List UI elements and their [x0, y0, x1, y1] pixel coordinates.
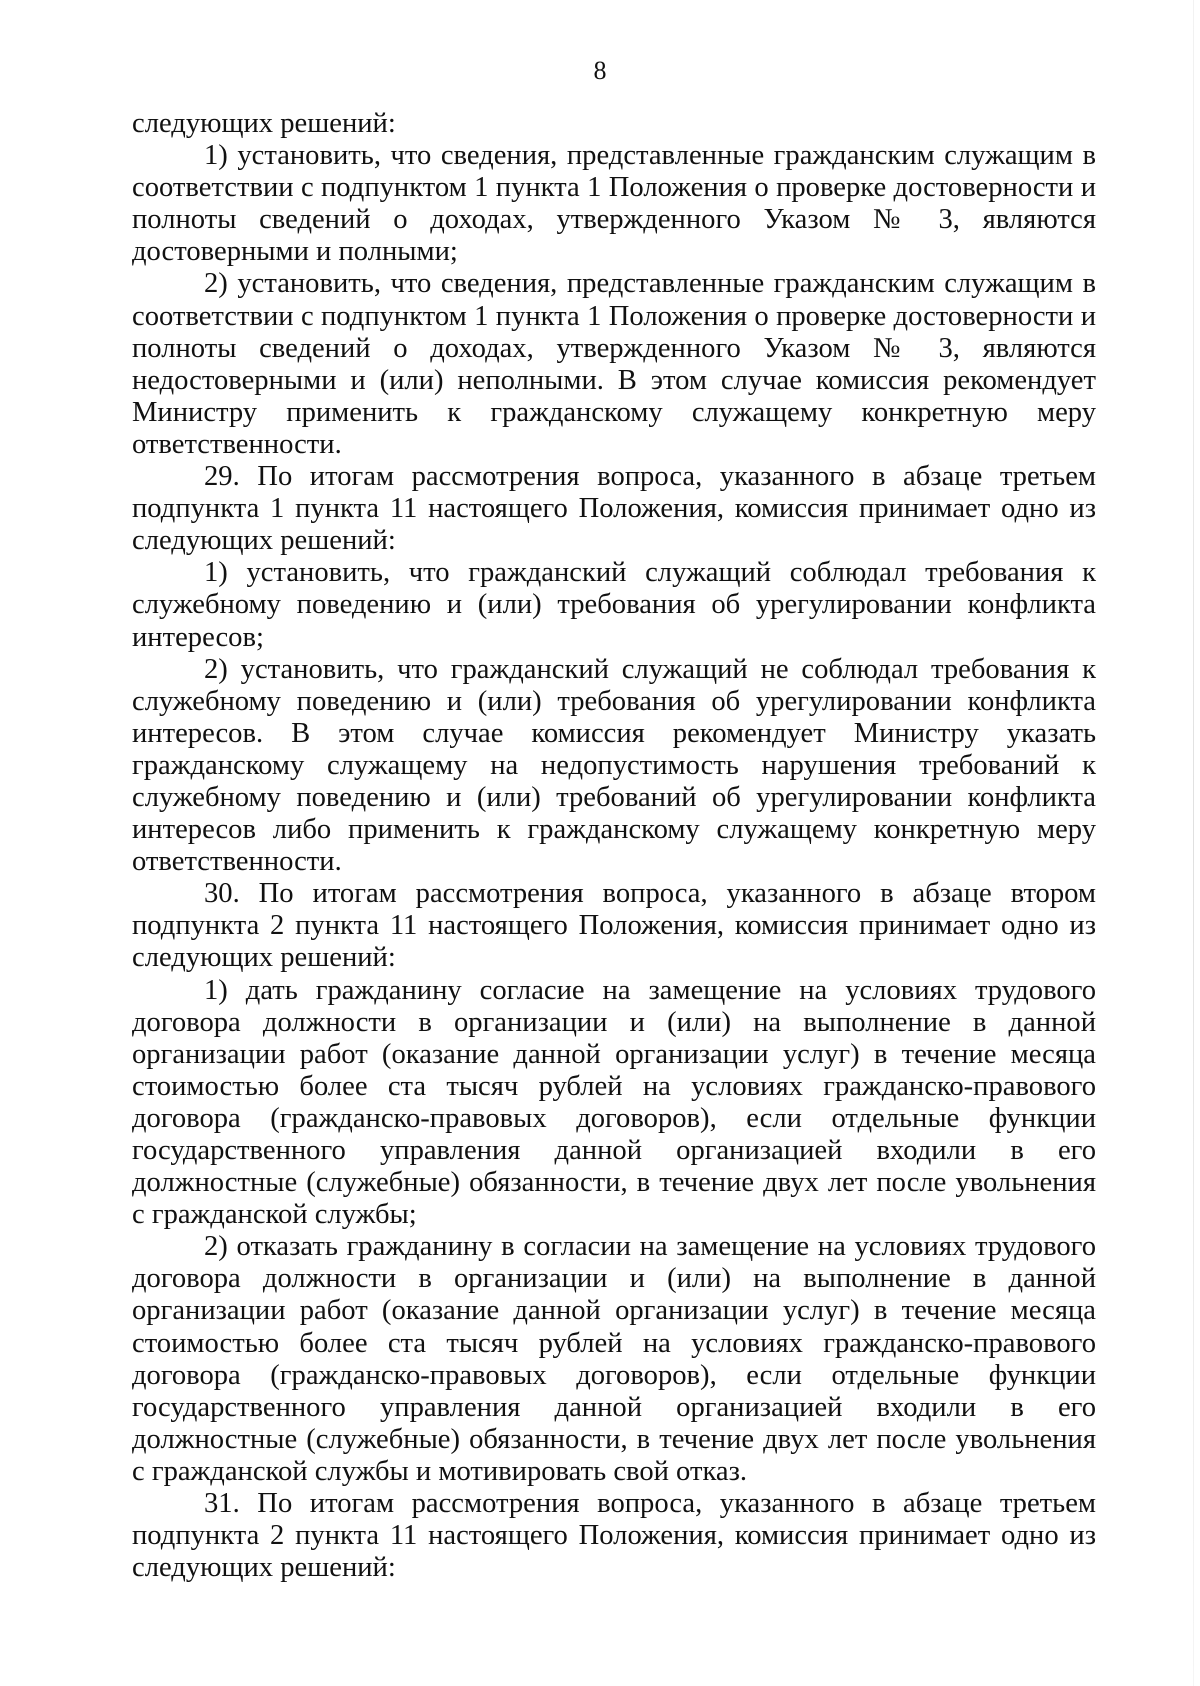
paragraph-30-option-1: 1) дать гражданину согласие на замещение на условиях трудового договора должности в организации и (или) на выполнение в данной организации работ (оказание данной организации услуг) в течение месяца стоимостью более ста тысяч рублей на условиях гражданско-правового договора (гражданско-правовых договоров), если отдельные функции государственного управления данной организацией входили в его должностные (служебные) обязанности, в течение двух лет после увольнения с гражданской службы; [132, 974, 1096, 1231]
paragraph-31: 31. По итогам рассмотрения вопроса, указанного в абзаце третьем подпункта 2 пункта 11 настоящего Положения, комиссия принимает одно из следующих решений: [132, 1488, 1096, 1584]
paragraph-29-option-1: 1) установить, что гражданский служащий соблюдал требования к служебному поведению и (или) требования об урегулировании конфликта интересов; [132, 557, 1096, 653]
page-number: 8 [593, 56, 607, 85]
paragraph-29: 29. По итогам рассмотрения вопроса, указанного в абзаце третьем подпункта 1 пункта 11 настоящего Положения, комиссия принимает одно из следующих решений: [132, 461, 1096, 557]
paragraph-28-option-1: 1) установить, что сведения, представленные гражданским служащим в соответствии с подпунктом 1 пункта 1 Положения о проверке достоверности и полноты сведений о доходах, утвержденного Указом № 3, являются достоверными и полными; [132, 140, 1096, 268]
paragraph-30: 30. По итогам рассмотрения вопроса, указанного в абзаце втором подпункта 2 пункта 11 настоящего Положения, комиссия принимает одно из следующих решений: [132, 878, 1096, 974]
document-body [132, 108, 1096, 1584]
scan-edge-shadow [1193, 0, 1194, 1686]
paragraph-28-option-2: 2) установить, что сведения, представленные гражданским служащим в соответствии с подпунктом 1 пункта 1 Положения о проверке достоверности и полноты сведений о доходах, утвержденного Указом № 3, являются недостоверными и (или) неполными. В этом случае комиссия рекомендует Министру применить к гражданскому служащему конкретную меру ответственности. [132, 268, 1096, 460]
paragraph-continuation: следующих решений: [132, 108, 396, 139]
paragraph-29-option-2: 2) установить, что гражданский служащий не соблюдал требования к служебному поведению и (или) требования об урегулировании конфликта интересов. В этом случае комиссия рекомендует Министру указать гражданскому служащему на недопустимость нарушения требований к служебному поведению и (или) требований об урегулировании конфликта интересов либо применить к гражданскому служащему конкретную меру ответственности. [132, 653, 1096, 878]
paragraph-30-option-2: 2) отказать гражданину в согласии на замещение на условиях трудового договора должности в организации и (или) на выполнение в данной организации работ (оказание данной организации услуг) в течение месяца стоимостью более ста тысяч рублей на условиях гражданско-правового договора (гражданско-правовых договоров), если отдельные функции государственного управления данной организацией входили в его должностные (служебные) обязанности, в течение двух лет после увольнения с гражданской службы и мотивировать свой отказ. [132, 1231, 1096, 1487]
